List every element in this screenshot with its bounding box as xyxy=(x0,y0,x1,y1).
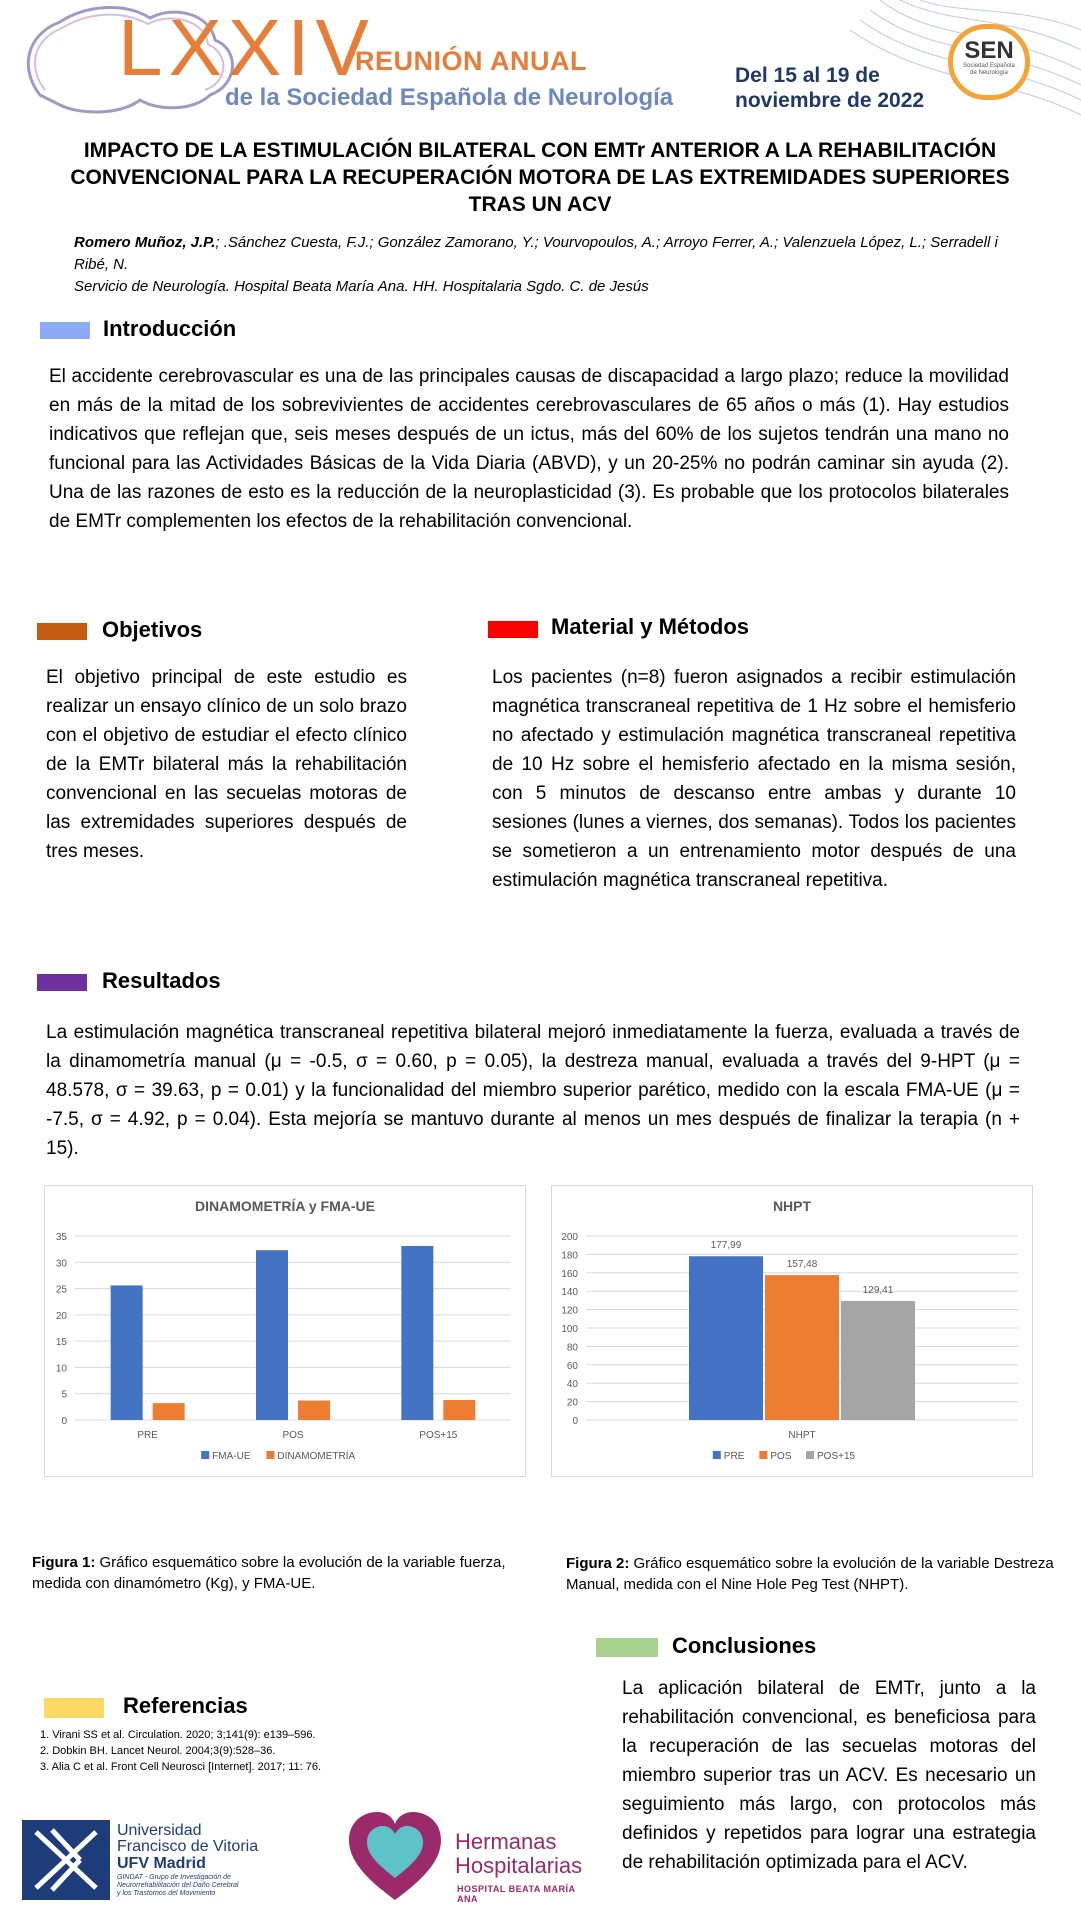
y-tick-label: 20 xyxy=(55,1310,67,1322)
bar-pos-15 xyxy=(841,1301,915,1420)
metodos-heading: Material y Métodos xyxy=(551,614,750,639)
sen-logo-sub1: Sociedad Española xyxy=(963,63,1015,69)
y-tick-label: 5 xyxy=(61,1389,67,1401)
bar-pre xyxy=(689,1256,763,1420)
y-tick-label: 20 xyxy=(566,1397,578,1409)
ufv-name-line3: UFV Madrid xyxy=(117,1855,206,1872)
congress-number: LXXIV xyxy=(118,3,375,92)
y-tick-label: 140 xyxy=(561,1287,578,1299)
reference-item: 2. Dobkin BH. Lancet Neurol. 2004;3(9):528–36. xyxy=(40,1745,276,1757)
y-tick-label: 10 xyxy=(55,1363,67,1375)
x-tick-label: NHPT xyxy=(788,1430,816,1441)
hermanas-hospitalarias-logo xyxy=(345,1808,595,1908)
figure2-text: Gráfico esquemático sobre la evolución de la variable Destreza Manual, medida con el Nine Hole Peg Test (NHPT). xyxy=(566,1555,1054,1593)
y-tick-label: 30 xyxy=(55,1258,67,1270)
sen-logo xyxy=(948,24,1030,100)
metodos-text: Los pacientes (n=8) fueron asignados a recibir estimulación magnética transcraneal repetitiva de 1 Hz sobre el hemisferio no afectado y estimulación magnética transcraneal repetitiva de 10 Hz sobre el hemisferio afectado en la misma sesión, con 5 minutos de descanso entre ambas y durante 10 sesiones (lunes a viernes, dos semanas). Todos los pacientes se sometieron a un entrenamiento motor después de una estimulación magnética transcraneal repetitiva. xyxy=(492,667,1016,891)
figure1-caption xyxy=(32,1552,532,1594)
bar-dinamometr-a xyxy=(153,1403,185,1420)
ufv-emblem-icon xyxy=(22,1820,110,1900)
reference-list xyxy=(40,1727,460,1775)
affiliation: Servicio de Neurología. Hospital Beata María Ana. HH. Hospitalaria Sgdo. C. de Jesús xyxy=(74,278,649,295)
ufv-gindat-line1: GINDAT - Grupo de Investigación de xyxy=(117,1874,231,1881)
author-list xyxy=(74,232,1014,276)
y-tick-label: 160 xyxy=(561,1268,578,1280)
chart-title: DINAMOMETRÍA y FMA-UE xyxy=(195,1198,375,1214)
data-label: 157,48 xyxy=(786,1259,818,1271)
conclusiones-text: La aplicación bilateral de EMTr, junto a la rehabilitación convencional, es beneficiosa para la recuperación de las secuelas motoras del miembro superior tras un ACV. Es necesario un seguimiento más largo, con protocolos más definidos y repetidos para lograr una estrategia de rehabilitación optimizada para el ACV. xyxy=(622,1678,1036,1873)
objetivos-section-bar xyxy=(37,623,87,640)
bar-pos xyxy=(765,1275,839,1420)
bar-dinamometr-a xyxy=(298,1401,330,1420)
ufv-gindat-line2: Neurorrehabilitación del Daño Cerebral xyxy=(117,1882,239,1889)
conclusiones-heading: Conclusiones xyxy=(672,1633,817,1658)
heart-logo-icon xyxy=(345,1808,445,1908)
y-tick-label: 25 xyxy=(55,1284,67,1296)
y-tick-label: 120 xyxy=(561,1305,578,1317)
ufv-gindat-line3: y los Trastornos del Movimiento xyxy=(117,1890,216,1897)
reference-item: 1. Virani SS et al. Circulation. 2020; 3;141(9): e139–596. xyxy=(40,1729,316,1741)
bar-fma-ue xyxy=(111,1285,143,1420)
sen-logo-sub2: de Neurología xyxy=(970,70,1008,76)
x-tick-label: POS xyxy=(282,1430,304,1441)
society-name: de la Sociedad Española de Neurología xyxy=(225,84,674,111)
legend-label: POS+15 xyxy=(817,1451,856,1462)
resultados-text: La estimulación magnética transcraneal repetitiva bilateral mejoró inmediatamente la fuerza, evaluada a través de la dinamometría manual (μ = -0.5, σ = 0.60, p = 0.05), la destreza manual, evaluada a través del 9-HPT (μ = 48.578, σ = 39.63, p = 0.01) y la funcionalidad del miembro superior parético, medido con la escala FMA-UE (μ = -7.5, σ = 4.92, p = 0.04). Esta mejoría se mantuvo durante al menos un mes después de finalizar la terapia (n + 15). xyxy=(46,1022,1020,1159)
y-tick-label: 0 xyxy=(572,1416,578,1427)
resultados-section-bar xyxy=(37,974,87,991)
ufv-name-line2: Francisco de Vitoria xyxy=(117,1838,259,1855)
hh-name-line1: Hermanas xyxy=(455,1829,557,1854)
data-label: 129,41 xyxy=(862,1284,894,1296)
congress-name: REUNIÓN ANUAL xyxy=(355,46,587,76)
x-tick-label: PRE xyxy=(137,1430,158,1441)
legend-swatch xyxy=(713,1451,721,1459)
y-tick-label: 35 xyxy=(55,1232,67,1243)
ufv-name-line1: Universidad xyxy=(117,1822,202,1839)
intro-section-bar xyxy=(40,322,90,339)
reference-item: 3. Alia C et al. Front Cell Neurosci [Internet]. 2017; 11: 76. xyxy=(40,1761,322,1773)
hh-hospital-name: HOSPITAL BEATA MARÍA ANA xyxy=(457,1884,576,1904)
chart1-svg xyxy=(45,1186,525,1476)
figure1-label: Figura 1: xyxy=(32,1554,96,1571)
congress-date-line2: noviembre de 2022 xyxy=(735,89,925,112)
other-authors: ; .Sánchez Cuesta, F.J.; González Zamorano, Y.; Vourvopoulos, A.; Arroyo Ferrer, A.; Valenzuela López, L.; Serradell i Ribé, N. xyxy=(74,234,998,273)
y-tick-label: 0 xyxy=(61,1416,67,1427)
legend-swatch xyxy=(759,1451,767,1459)
hh-name-line2: Hospitalarias xyxy=(455,1853,583,1878)
legend-swatch xyxy=(266,1451,274,1459)
chart-title: NHPT xyxy=(772,1198,812,1214)
bar-fma-ue xyxy=(256,1250,288,1420)
legend-swatch xyxy=(201,1451,209,1459)
metodos-section-bar xyxy=(488,621,538,638)
y-tick-label: 180 xyxy=(561,1250,578,1262)
chart-dinamometria-fma xyxy=(44,1185,526,1477)
intro-text: El accidente cerebrovascular es una de las principales causas de discapacidad a largo plazo; reduce la movilidad en más de la mitad de los sobrevivientes de accidentes cerebrovasculares de 65 años o más (1). Hay estudios indicativos que reflejan que, seis meses después de un ictus, más del 60% de los sujetos tendrán una mano no funcional para las Actividades Básicas de la Vida Diaria (ABVD), y un 20-25% no podrán caminar sin ayuda (2). Una de las razones de esto es la reducción de la neuroplasticidad (3). Es probable que los protocolos bilaterales de EMTr complementen los efectos de la rehabilitación convencional. xyxy=(49,366,1009,532)
legend-swatch xyxy=(806,1451,814,1459)
congress-header xyxy=(0,0,1081,135)
y-tick-label: 60 xyxy=(566,1360,578,1372)
figure1-text: Gráfico esquemático sobre la evolución de la variable fuerza, medida con dinamómetro (Kg), y FMA-UE. xyxy=(32,1554,506,1592)
legend-label: PRE xyxy=(723,1451,745,1462)
resultados-heading: Resultados xyxy=(102,968,221,993)
intro-heading: Introducción xyxy=(103,316,237,341)
legend-label: POS xyxy=(770,1451,792,1462)
bar-fma-ue xyxy=(401,1246,433,1420)
conclusiones-section-bar xyxy=(596,1638,658,1657)
bar-dinamometr-a xyxy=(443,1400,475,1420)
y-tick-label: 200 xyxy=(561,1232,578,1243)
objetivos-heading: Objetivos xyxy=(102,617,203,642)
figure2-label: Figura 2: xyxy=(566,1555,630,1572)
y-tick-label: 15 xyxy=(55,1337,67,1349)
y-tick-label: 100 xyxy=(561,1324,578,1335)
referencias-heading: Referencias xyxy=(123,1693,248,1718)
data-label: 177,99 xyxy=(710,1240,742,1252)
objetivos-text: El objetivo principal de este estudio es realizar un ensayo clínico de un solo brazo con el objetivo de estudiar el efecto clínico de la EMTr bilateral más la rehabilitación convencional en las secuelas motoras de las extremidades superiores después de tres meses. xyxy=(46,667,407,862)
referencias-section-bar xyxy=(44,1698,104,1718)
ufv-logo xyxy=(22,1820,272,1900)
x-tick-label: POS+15 xyxy=(419,1430,458,1441)
legend-label: FMA-UE xyxy=(212,1451,251,1462)
chart2-svg xyxy=(552,1186,1032,1476)
y-tick-label: 80 xyxy=(566,1342,578,1354)
chart-nhpt xyxy=(551,1185,1033,1477)
paper-title: IMPACTO DE LA ESTIMULACIÓN BILATERAL CON EMTr ANTERIOR A LA REHABILITACIÓN CONVENCIONAL PARA LA RECUPERACIÓN MOTORA DE LAS EXTREMIDADES SUPERIORES TRAS UN ACV xyxy=(70,139,1010,216)
first-author: Romero Muñoz, J.P. xyxy=(74,234,216,251)
legend-label: DINAMOMETRÍA xyxy=(277,1451,356,1462)
congress-date-line1: Del 15 al 19 de xyxy=(735,64,880,87)
y-tick-label: 40 xyxy=(566,1379,578,1391)
sen-logo-text: SEN xyxy=(964,37,1014,64)
figure2-caption xyxy=(566,1553,1056,1595)
